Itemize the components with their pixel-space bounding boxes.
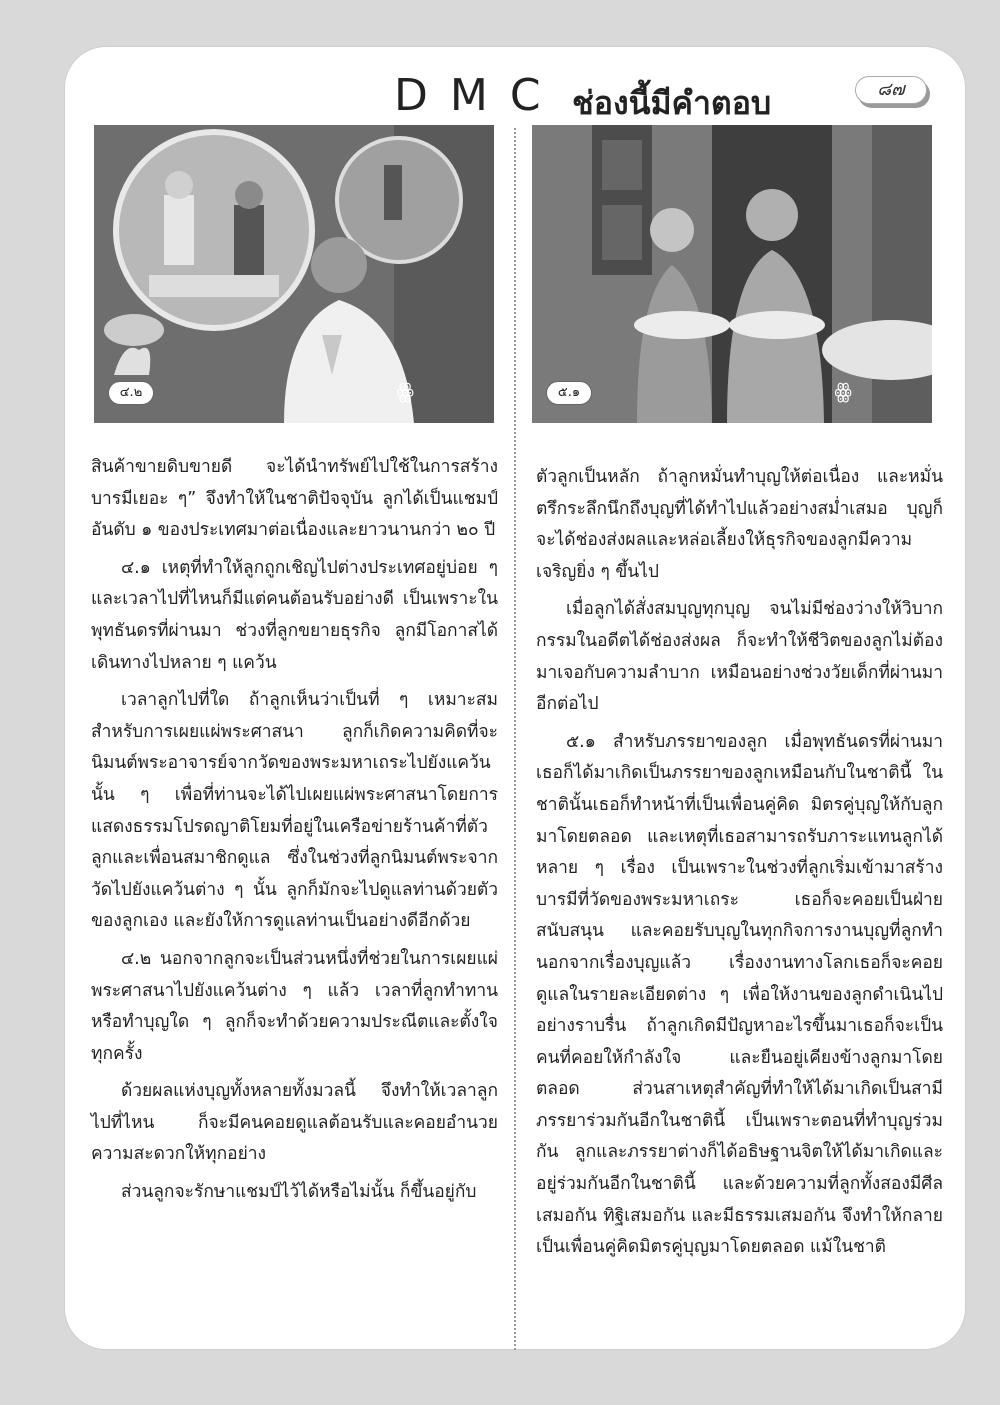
- page-header: [64, 60, 964, 130]
- page-number: ๘๗: [855, 76, 927, 104]
- figure-label: ๔.๒: [108, 381, 154, 405]
- paragraph: ๔.๑ เหตุที่ทำให้ลูกถูกเชิญไปต่างประเทศอยู่บ่อย ๆ และเวลาไปที่ไหนก็มีแต่คนต้อนรับอย่างดี เป็นเพราะในพุทธันดรที่ผ่านมา ช่วงที่ลูกขยายธุรกิจ ลูกมีโอกาสได้เดินทางไปหลาย ๆ แคว้น: [91, 557, 498, 673]
- paragraph: เวลาลูกไปที่ใด ถ้าลูกเห็นว่าเป็นที่ ๆ เหมาะสมสำหรับการเผยแผ่พระศาสนา ลูกก็เกิดความคิดที่จะนิมนต์พระอาจารย์จากวัดของพระมหาเถระไปยังแคว้นนั้น ๆ เพื่อที่ท่านจะได้ไปเผยแผ่พระศาสนาโดยการแสดงธรรมโปรดญาติโยมที่อยู่ในเครือข่ายร้านค้าที่ตัวลูกและเพื่อนสมาชิกดูแล ซึ่งในช่วงที่ลูกนิมนต์พระจากวัดไปยังแคว้นต่าง ๆ นั้น ลูกก็มักจะไปดูแลท่านด้วยตัวของลูกเอง และยังให้การดูแลท่านเป็นอย่างดีอีกด้วย: [91, 690, 498, 932]
- right-text-column: [536, 462, 943, 1264]
- dmc-logo-icon: ꙮ: [396, 379, 414, 403]
- left-text-column: [91, 452, 498, 1209]
- paragraph: เมื่อลูกได้สั่งสมบุญทุกบุญ จนไม่มีช่องว่างให้วิบากกรรมในอดีตได้ช่องส่งผล ก็จะทำให้ชีวิตของลูกไม่ต้องมาเจอกับความลำบาก เหมือนอย่างช่วงวัยเด็กที่ผ่านมาอีกต่อไป: [536, 599, 943, 715]
- paragraph: ตัวลูกเป็นหลัก ถ้าลูกหมั่นทำบุญให้ต่อเนื่อง และหมั่นตรึกระลึกนึกถึงบุญที่ได้ทำไปแล้วอย่างสม่ำเสมอ บุญก็จะได้ช่องส่งผลและหล่อเลี้ยงให้ธุรกิจของลูกมีความเจริญยิ่ง ๆ ขึ้นไป: [536, 467, 943, 582]
- illustration-left: [94, 125, 494, 423]
- paragraph: ด้วยผลแห่งบุญทั้งหลายทั้งมวลนี้ จึงทำให้เวลาลูกไปที่ไหน ก็จะมีคนคอยดูแลต้อนรับและคอยอำนวยความสะดวกให้ทุกอย่าง: [91, 1081, 498, 1165]
- paragraph: ๔.๒ นอกจากลูกจะเป็นส่วนหนึ่งที่ช่วยในการเผยแผ่พระศาสนาไปยังแคว้นต่าง ๆ แล้ว เวลาที่ลูกทำทานหรือทำบุญใด ๆ ลูกก็จะทำด้วยความประณีตและตั้งใจทุกครั้ง: [91, 948, 498, 1064]
- illustration-right: [532, 125, 932, 423]
- figure-label: ๕.๑: [546, 381, 592, 405]
- section-title: ช่องนี้มีคำตอบ: [572, 84, 772, 122]
- paragraph: ส่วนลูกจะรักษาแชมป์ไว้ได้หรือไม่นั้น ก็ขึ้นอยู่กับ: [121, 1182, 477, 1203]
- column-divider: [514, 128, 516, 1350]
- paragraph: ๕.๑ สำหรับภรรยาของลูก เมื่อพุทธันดรที่ผ่านมาเธอก็ได้มาเกิดเป็นภรรยาของลูกเหมือนกับในชาตินี้ ในชาตินั้นเธอก็ทำหน้าที่เป็นเพื่อนคู่คิด มิตรคู่บุญให้กับลูกมาโดยตลอด และเหตุที่เธอสามารถรับภาระแทนลูกได้หลาย ๆ เรื่อง เป็นเพราะในช่วงที่ลูกเริ่มเข้ามาสร้างบารมีที่วัดของพระมหาเถระ เธอก็จะคอยเป็นฝ่ายสนับสนุน และคอยรับบุญในทุกกิจการงานบุญที่ลูกทำ นอกจากเรื่องบุญแล้ว เรื่องงานทางโลกเธอก็จะคอยดูแลในรายละเอียดต่าง ๆ เพื่อให้งานของลูกดำเนินไปอย่างราบรื่น ถ้าลูกเกิดมีปัญหาอะไรขึ้นมาเธอก็จะเป็นคนที่คอยให้กำลังใจ และยืนอยู่เคียงข้างลูกมาโดยตลอด ส่วนสาเหตุสำคัญที่ทำให้ได้มาเกิดเป็นสามีภรรยาร่วมกันอีกในชาตินี้ เป็นเพราะตอนที่ทำบุญร่วมกัน ลูกและภรรยาต่างก็ได้อธิษฐานจิตให้ได้มาเกิดและอยู่ร่วมกันอีกในชาตินี้ และด้วยความที่ลูกทั้งสองมีศีลเสมอกัน ทิฐิเสมอกัน และมีธรรมเสมอกัน จึงทำให้กลายเป็นเพื่อนคู่คิดมิตรคู่บุญมาโดยตลอด แม้ในชาติ: [536, 731, 943, 1258]
- couple-offering-illustration: [532, 125, 932, 423]
- meditating-man-illustration: [94, 125, 494, 423]
- paragraph: สินค้าขายดิบขายดี จะได้นำทรัพย์ไปใช้ในการสร้างบารมีเยอะ ๆ” จึงทำให้ในชาติปัจจุบัน ลูกได้เป็นแชมป์อันดับ ๑ ของประเทศมาต่อเนื่องและยาวนานกว่า ๒๐ ปี: [91, 457, 498, 541]
- dmc-logo-icon: ꙮ: [834, 379, 852, 403]
- magazine-title-latin: DMC: [394, 70, 563, 121]
